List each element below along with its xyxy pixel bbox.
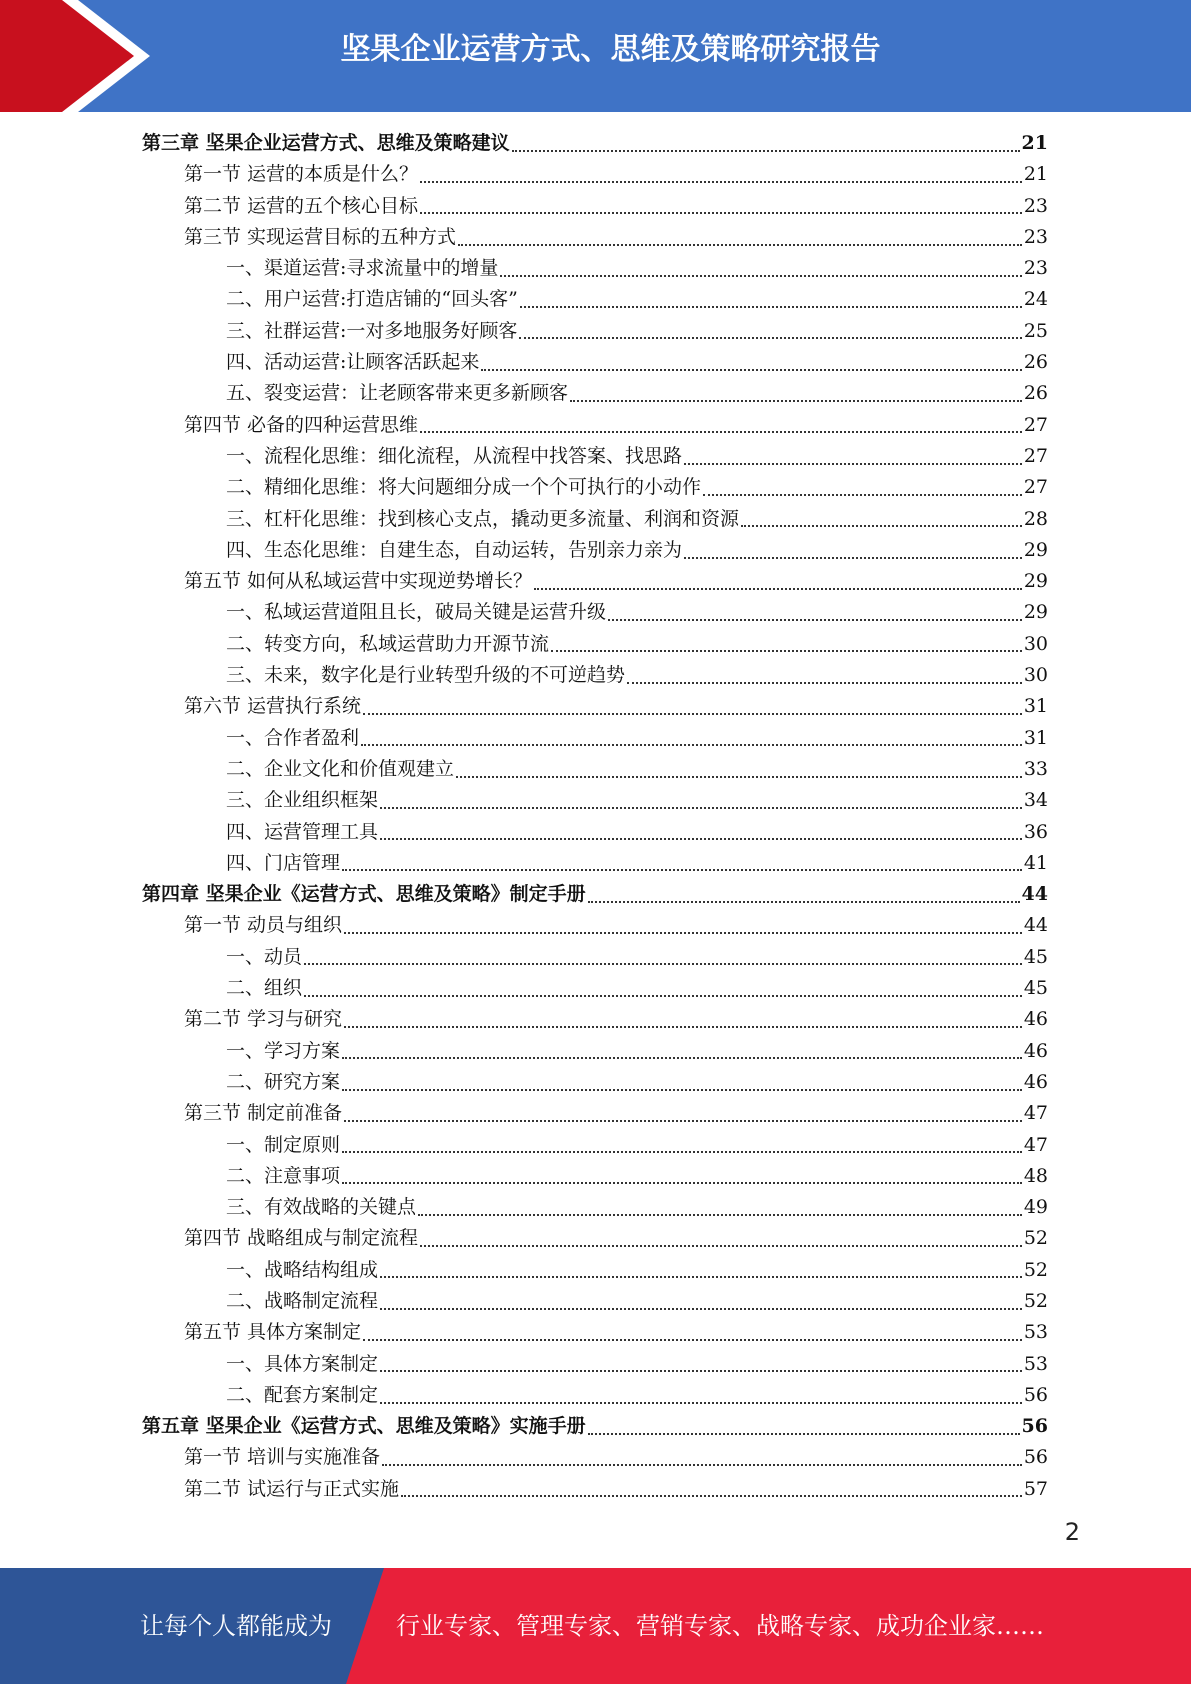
toc-entry-page: 23 bbox=[1023, 257, 1048, 280]
toc-entry[interactable] bbox=[142, 910, 1048, 941]
toc-entry[interactable] bbox=[142, 1255, 1048, 1286]
toc-entry[interactable] bbox=[142, 472, 1048, 503]
header-band bbox=[0, 0, 1191, 112]
toc-entry-page: 29 bbox=[1023, 538, 1048, 561]
toc-entry-page: 29 bbox=[1023, 570, 1048, 593]
toc-entry-page: 56 bbox=[1021, 1415, 1048, 1438]
toc-entry-page: 26 bbox=[1023, 382, 1048, 405]
toc-entry-page: 30 bbox=[1023, 664, 1048, 687]
toc-entry-title: 第五节 具体方案制定 bbox=[184, 1321, 362, 1344]
toc-entry-title: 第六节 运营执行系统 bbox=[184, 695, 362, 718]
toc-dot-leader bbox=[420, 181, 1022, 183]
toc-entry[interactable] bbox=[142, 1286, 1048, 1317]
toc-dot-leader bbox=[500, 275, 1021, 277]
toc-entry-page: 27 bbox=[1023, 413, 1048, 436]
toc-entry-page: 33 bbox=[1023, 757, 1048, 780]
toc-entry[interactable] bbox=[142, 973, 1048, 1004]
toc-entry[interactable] bbox=[142, 1098, 1048, 1129]
toc-entry-title: 四、运营管理工具 bbox=[226, 820, 379, 843]
toc-entry-title: 一、战略结构组成 bbox=[226, 1258, 379, 1281]
toc-entry-title: 二、精细化思维：将大问题细分成一个个可执行的小动作 bbox=[226, 476, 702, 499]
toc-dot-leader bbox=[363, 1339, 1022, 1341]
table-of-contents bbox=[142, 128, 1048, 1505]
toc-entry-page: 46 bbox=[1023, 1008, 1048, 1031]
toc-dot-leader bbox=[420, 431, 1022, 433]
toc-entry[interactable] bbox=[142, 253, 1048, 284]
toc-dot-leader bbox=[342, 869, 1022, 871]
toc-dot-leader bbox=[520, 306, 1022, 308]
toc-entry-page: 46 bbox=[1023, 1070, 1048, 1093]
toc-entry[interactable] bbox=[142, 1067, 1048, 1098]
toc-entry[interactable] bbox=[142, 691, 1048, 722]
toc-entry[interactable] bbox=[142, 441, 1048, 472]
toc-entry[interactable] bbox=[142, 566, 1048, 597]
toc-dot-leader bbox=[551, 650, 1022, 652]
toc-entry-page: 56 bbox=[1023, 1383, 1048, 1406]
toc-entry-title: 第四章 坚果企业《运营方式、思维及策略》制定手册 bbox=[142, 883, 586, 906]
toc-dot-leader bbox=[342, 1089, 1022, 1091]
toc-entry-title: 一、具体方案制定 bbox=[226, 1352, 379, 1375]
toc-entry-page: 52 bbox=[1023, 1227, 1048, 1250]
toc-dot-leader bbox=[519, 337, 1021, 339]
toc-entry[interactable] bbox=[142, 785, 1048, 816]
toc-entry[interactable] bbox=[142, 629, 1048, 660]
toc-entry-title: 三、未来，数字化是行业转型升级的不可逆趋势 bbox=[226, 664, 626, 687]
toc-entry[interactable] bbox=[142, 410, 1048, 441]
toc-dot-leader bbox=[342, 1057, 1022, 1059]
toc-entry-page: 23 bbox=[1023, 225, 1048, 248]
toc-entry-page: 26 bbox=[1023, 351, 1048, 374]
toc-entry-page: 36 bbox=[1023, 820, 1048, 843]
toc-entry[interactable] bbox=[142, 1161, 1048, 1192]
toc-entry[interactable] bbox=[142, 942, 1048, 973]
toc-entry-page: 47 bbox=[1023, 1133, 1048, 1156]
toc-entry-page: 49 bbox=[1023, 1196, 1048, 1219]
toc-dot-leader bbox=[420, 212, 1022, 214]
toc-entry-title: 第五节 如何从私域运营中实现逆势增长？ bbox=[184, 570, 533, 593]
toc-dot-leader bbox=[380, 838, 1022, 840]
toc-entry-title: 第一节 培训与实施准备 bbox=[184, 1446, 381, 1469]
toc-entry-title: 二、组织 bbox=[226, 977, 303, 1000]
toc-entry-title: 第五章 坚果企业《运营方式、思维及策略》实施手册 bbox=[142, 1415, 586, 1438]
toc-entry-title: 二、转变方向，私域运营助力开源节流 bbox=[226, 632, 550, 655]
toc-dot-leader bbox=[401, 1495, 1022, 1497]
toc-entry-page: 25 bbox=[1023, 319, 1048, 342]
toc-dot-leader bbox=[741, 525, 1022, 527]
toc-entry[interactable] bbox=[142, 128, 1048, 159]
toc-entry-title: 二、注意事项 bbox=[226, 1164, 341, 1187]
toc-dot-leader bbox=[304, 963, 1022, 965]
footer-slogan-left: 让每个人都能成为 bbox=[140, 1612, 332, 1640]
toc-entry[interactable] bbox=[142, 1474, 1048, 1505]
toc-entry-page: 30 bbox=[1023, 632, 1048, 655]
toc-entry[interactable] bbox=[142, 1130, 1048, 1161]
toc-entry-page: 45 bbox=[1023, 977, 1048, 1000]
toc-entry-page: 47 bbox=[1023, 1102, 1048, 1125]
toc-entry-page: 44 bbox=[1021, 883, 1048, 906]
toc-entry[interactable] bbox=[142, 660, 1048, 691]
toc-entry-title: 三、企业组织框架 bbox=[226, 789, 379, 812]
toc-entry-title: 二、配套方案制定 bbox=[226, 1383, 379, 1406]
toc-entry[interactable] bbox=[142, 1349, 1048, 1380]
report-title: 坚果企业运营方式、思维及策略研究报告 bbox=[340, 32, 881, 67]
toc-entry-title: 第四节 必备的四种运营思维 bbox=[184, 413, 419, 436]
toc-dot-leader bbox=[344, 932, 1022, 934]
footer-band bbox=[0, 1568, 1191, 1684]
toc-entry-page: 34 bbox=[1023, 789, 1048, 812]
toc-dot-leader bbox=[534, 588, 1022, 590]
toc-entry[interactable] bbox=[142, 284, 1048, 315]
toc-entry[interactable] bbox=[142, 191, 1048, 222]
toc-entry-title: 一、合作者盈利 bbox=[226, 726, 360, 749]
toc-dot-leader bbox=[380, 1402, 1022, 1404]
toc-dot-leader bbox=[458, 244, 1022, 246]
toc-entry-title: 二、战略制定流程 bbox=[226, 1289, 379, 1312]
toc-entry-title: 五、裂变运营：让老顾客带来更多新顾客 bbox=[226, 382, 569, 405]
toc-dot-leader bbox=[570, 400, 1022, 402]
toc-entry-title: 一、流程化思维：细化流程，从流程中找答案、找思路 bbox=[226, 444, 683, 467]
toc-entry-title: 二、用户运营:打造店铺的“回头客” bbox=[226, 288, 518, 311]
toc-dot-leader bbox=[588, 1433, 1020, 1435]
toc-entry[interactable] bbox=[142, 723, 1048, 754]
toc-entry-title: 一、动员 bbox=[226, 945, 303, 968]
toc-entry-title: 四、生态化思维：自建生态，自动运转，告别亲力亲为 bbox=[226, 538, 683, 561]
toc-dot-leader bbox=[684, 557, 1022, 559]
toc-entry-page: 21 bbox=[1021, 132, 1048, 154]
toc-entry-page: 57 bbox=[1023, 1477, 1048, 1500]
toc-entry-page: 53 bbox=[1023, 1352, 1048, 1375]
toc-entry[interactable] bbox=[142, 378, 1048, 409]
toc-entry[interactable] bbox=[142, 1004, 1048, 1035]
footer-slogan-right: 行业专家、管理专家、营销专家、战略专家、成功企业家…… bbox=[396, 1612, 1044, 1640]
toc-entry[interactable] bbox=[142, 159, 1048, 190]
toc-dot-leader bbox=[382, 1464, 1022, 1466]
toc-entry-title: 一、私域运营道阻且长，破局关键是运营升级 bbox=[226, 601, 607, 624]
toc-entry[interactable] bbox=[142, 879, 1048, 910]
toc-dot-leader bbox=[588, 901, 1020, 903]
toc-entry-page: 29 bbox=[1023, 601, 1048, 624]
toc-dot-leader bbox=[481, 369, 1021, 371]
toc-entry-title: 四、活动运营:让顾客活跃起来 bbox=[226, 351, 480, 374]
toc-dot-leader bbox=[380, 807, 1022, 809]
toc-entry-title: 二、企业文化和价值观建立 bbox=[226, 757, 455, 780]
toc-entry-page: 44 bbox=[1023, 914, 1048, 937]
toc-entry-title: 四、门店管理 bbox=[226, 851, 341, 874]
toc-dot-leader bbox=[627, 682, 1022, 684]
toc-entry-page: 52 bbox=[1023, 1258, 1048, 1281]
toc-entry-title: 三、杠杆化思维：找到核心支点，撬动更多流量、利润和资源 bbox=[226, 507, 740, 530]
toc-entry-title: 一、制定原则 bbox=[226, 1133, 341, 1156]
toc-dot-leader bbox=[456, 776, 1022, 778]
toc-entry-page: 23 bbox=[1023, 194, 1048, 217]
toc-dot-leader bbox=[418, 1214, 1022, 1216]
toc-entry-title: 第四节 战略组成与制定流程 bbox=[184, 1227, 419, 1250]
toc-entry[interactable] bbox=[142, 1442, 1048, 1473]
toc-entry-title: 第三章 坚果企业运营方式、思维及策略建议 bbox=[142, 132, 510, 154]
toc-entry-page: 21 bbox=[1023, 163, 1048, 186]
page-number: 2 bbox=[1064, 1518, 1080, 1546]
toc-entry[interactable] bbox=[142, 1192, 1048, 1223]
toc-entry[interactable] bbox=[142, 1411, 1048, 1442]
toc-dot-leader bbox=[512, 150, 1020, 152]
toc-entry-page: 27 bbox=[1023, 476, 1048, 499]
toc-dot-leader bbox=[344, 1026, 1022, 1028]
toc-entry-title: 第二节 学习与研究 bbox=[184, 1008, 343, 1031]
toc-entry-page: 52 bbox=[1023, 1289, 1048, 1312]
toc-entry-page: 48 bbox=[1023, 1164, 1048, 1187]
toc-dot-leader bbox=[344, 1120, 1022, 1122]
toc-entry-page: 31 bbox=[1023, 695, 1048, 718]
toc-entry-page: 24 bbox=[1023, 288, 1048, 311]
toc-entry-page: 28 bbox=[1023, 507, 1048, 530]
toc-entry[interactable] bbox=[142, 848, 1048, 879]
toc-entry[interactable] bbox=[142, 222, 1048, 253]
toc-dot-leader bbox=[420, 1245, 1022, 1247]
toc-dot-leader bbox=[304, 995, 1022, 997]
toc-entry-title: 三、有效战略的关键点 bbox=[226, 1196, 417, 1219]
toc-entry-title: 第二节 运营的五个核心目标 bbox=[184, 194, 419, 217]
toc-dot-leader bbox=[380, 1276, 1022, 1278]
toc-entry-title: 第三节 制定前准备 bbox=[184, 1102, 343, 1125]
toc-dot-leader bbox=[363, 713, 1022, 715]
toc-entry[interactable] bbox=[142, 316, 1048, 347]
toc-dot-leader bbox=[361, 744, 1022, 746]
toc-dot-leader bbox=[342, 1182, 1022, 1184]
toc-dot-leader bbox=[608, 619, 1022, 621]
toc-entry-page: 41 bbox=[1023, 851, 1048, 874]
toc-entry-title: 二、研究方案 bbox=[226, 1070, 341, 1093]
toc-entry-title: 第一节 动员与组织 bbox=[184, 914, 343, 937]
toc-entry-page: 45 bbox=[1023, 945, 1048, 968]
toc-entry[interactable] bbox=[142, 817, 1048, 848]
toc-entry[interactable] bbox=[142, 535, 1048, 566]
toc-entry-title: 三、社群运营:一对多地服务好顾客 bbox=[226, 319, 518, 342]
toc-entry[interactable] bbox=[142, 504, 1048, 535]
toc-entry-title: 一、渠道运营:寻求流量中的增量 bbox=[226, 257, 499, 280]
toc-dot-leader bbox=[342, 1151, 1022, 1153]
toc-dot-leader bbox=[380, 1370, 1022, 1372]
toc-entry[interactable] bbox=[142, 597, 1048, 628]
toc-entry[interactable] bbox=[142, 1380, 1048, 1411]
toc-entry[interactable] bbox=[142, 1317, 1048, 1348]
toc-entry[interactable] bbox=[142, 1223, 1048, 1254]
toc-entry-page: 56 bbox=[1023, 1446, 1048, 1469]
toc-entry[interactable] bbox=[142, 347, 1048, 378]
toc-dot-leader bbox=[380, 1308, 1022, 1310]
toc-entry-page: 53 bbox=[1023, 1321, 1048, 1344]
toc-entry-title: 一、学习方案 bbox=[226, 1039, 341, 1062]
toc-entry-page: 31 bbox=[1023, 726, 1048, 749]
toc-dot-leader bbox=[703, 494, 1022, 496]
toc-entry-title: 第二节 试运行与正式实施 bbox=[184, 1477, 400, 1500]
toc-entry-page: 46 bbox=[1023, 1039, 1048, 1062]
toc-entry-page: 27 bbox=[1023, 444, 1048, 467]
toc-entry-title: 第一节 运营的本质是什么？ bbox=[184, 163, 419, 186]
toc-entry[interactable] bbox=[142, 1036, 1048, 1067]
toc-entry[interactable] bbox=[142, 754, 1048, 785]
toc-entry-title: 第三节 实现运营目标的五种方式 bbox=[184, 225, 457, 248]
toc-dot-leader bbox=[684, 463, 1022, 465]
